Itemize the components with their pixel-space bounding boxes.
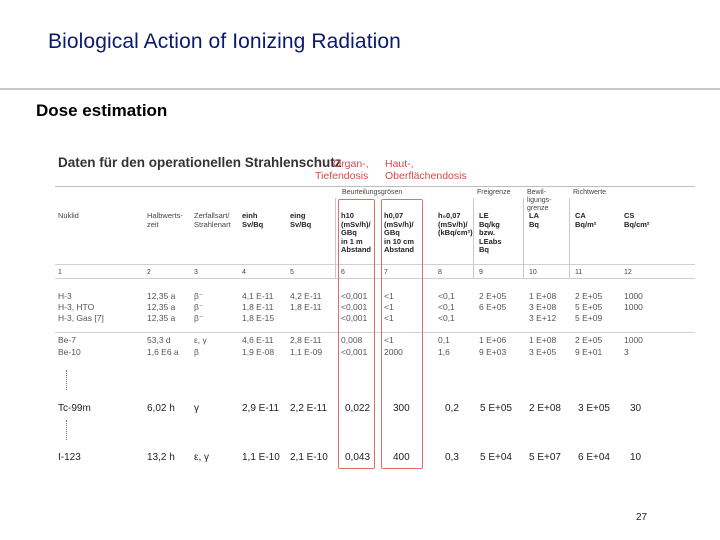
table-cell: 1000 xyxy=(624,335,643,345)
table-cell: 1,9 E-08 xyxy=(242,347,275,357)
table-cell: 1 E+08 xyxy=(529,335,557,345)
column-number: 4 xyxy=(242,269,246,276)
table-title: Daten für den operationellen Strahlenschutz xyxy=(58,155,342,170)
table-cell: 0,3 xyxy=(445,452,459,463)
column-number: 7 xyxy=(384,269,388,276)
column-header: CS Bq/cm² xyxy=(624,211,650,229)
table-rule-numbers xyxy=(55,278,695,279)
table-cell: 300 xyxy=(393,403,410,414)
column-header: h0,07 (mSv/h)/ GBq in 10 cm Abstand xyxy=(384,211,415,255)
table-cell: ε, γ xyxy=(194,452,210,463)
table-cell: 12,35 a xyxy=(147,291,176,301)
table-cell: 400 xyxy=(393,452,410,463)
table-cell: <0,001 xyxy=(341,302,368,312)
table-cell: 1,8 E-11 xyxy=(290,302,322,312)
table-cell: 3 E+05 xyxy=(578,403,610,414)
title-divider xyxy=(0,88,720,90)
annotation-haut: Haut-, xyxy=(385,158,414,170)
table-cell: 12,35 a xyxy=(147,302,176,312)
column-header: LA Bq xyxy=(529,211,539,229)
table-cell: 6 E+04 xyxy=(578,452,610,463)
table-cell: 0,043 xyxy=(345,452,371,463)
table-cell: β⁻ xyxy=(194,302,204,312)
table-cell: <0,001 xyxy=(341,313,368,323)
table-cell: 4,1 E-11 xyxy=(242,291,274,301)
column-number: 10 xyxy=(529,269,537,276)
table-cell: 4,6 E-11 xyxy=(242,335,274,345)
table-cell: <0,001 xyxy=(341,291,368,301)
table-cell: 2 E+05 xyxy=(479,291,507,301)
table-rule-group1 xyxy=(55,332,695,333)
column-number: 5 xyxy=(290,269,294,276)
table-cell: 1 E+06 xyxy=(479,335,507,345)
table-cell: <0,1 xyxy=(438,313,455,323)
table-rule-header xyxy=(55,264,695,265)
page-number: 27 xyxy=(636,512,648,523)
column-number: 8 xyxy=(438,269,442,276)
table-cell: 0,1 xyxy=(438,335,450,345)
annotation-oberflaechendosis: Oberflächendosis xyxy=(385,170,467,182)
table-cell: <0,1 xyxy=(438,302,455,312)
column-header: einh Sv/Bq xyxy=(242,211,264,229)
table-cell: 3 xyxy=(624,347,629,357)
table-cell: ε, γ xyxy=(194,335,207,345)
nuclide-name: Be-7 xyxy=(58,335,76,345)
table-cell: β⁻ xyxy=(194,313,204,323)
table-cell: 0,2 xyxy=(445,403,459,414)
table-cell: 4,2 E-11 xyxy=(290,291,322,301)
table-cell: 3 E+05 xyxy=(529,347,557,357)
column-divider xyxy=(473,198,474,278)
table-cell: 5 E+05 xyxy=(480,403,512,414)
column-number: 12 xyxy=(624,269,632,276)
table-cell: 2 E+08 xyxy=(529,403,561,414)
column-number: 1 xyxy=(58,269,62,276)
table-cell: <1 xyxy=(384,313,394,323)
nuclide-name: H-3, HTO xyxy=(58,302,95,312)
table-cell: 1,1 E-10 xyxy=(242,452,280,463)
nuclide-name: Be-10 xyxy=(58,347,81,357)
column-header: Zerfallsart/ Strahlenart xyxy=(194,211,231,229)
annotation-tiefendosis: Tiefendosis xyxy=(315,170,369,182)
column-header: Nuklid xyxy=(58,211,79,220)
group-label-freigrenze: Freigrenze xyxy=(477,189,511,196)
slide-subtitle: Dose estimation xyxy=(36,101,168,120)
table-cell: 2,2 E-11 xyxy=(290,403,328,414)
table-cell: 5 E+07 xyxy=(529,452,561,463)
table-cell: 2,8 E-11 xyxy=(290,335,322,345)
table-cell: 3 E+08 xyxy=(529,302,557,312)
scanned-radiation-table xyxy=(55,152,695,472)
group-label-beurteilung: Beurteilungsgrösen xyxy=(342,189,403,196)
column-divider xyxy=(523,198,524,278)
table-cell: 9 E+01 xyxy=(575,347,603,357)
table-cell: 1,1 E-09 xyxy=(290,347,323,357)
table-cell: 0,022 xyxy=(345,403,371,414)
table-cell: 3 E+12 xyxy=(529,313,557,323)
table-cell: 1000 xyxy=(624,291,643,301)
group-label-richtwerte: Richtwerte xyxy=(573,189,607,196)
table-cell: 1,6 xyxy=(438,347,450,357)
table-cell: 1000 xyxy=(624,302,643,312)
table-cell: <1 xyxy=(384,335,394,345)
slide-title: Biological Action of Ionizing Radiation xyxy=(48,30,401,53)
column-header: eing Sv/Bq xyxy=(290,211,312,229)
annotation-organ: Organ-, xyxy=(333,158,369,170)
table-cell: 0,008 xyxy=(341,335,363,345)
table-cell: 2,9 E-11 xyxy=(242,403,280,414)
table-cell: 13,2 h xyxy=(147,452,175,463)
table-cell: 1,6 E6 a xyxy=(147,347,179,357)
column-number: 6 xyxy=(341,269,345,276)
group-label-bewilligung: Bewil- ligungs- grenze xyxy=(527,189,552,212)
table-cell: 5 E+09 xyxy=(575,313,603,323)
table-cell: <1 xyxy=(384,291,394,301)
table-cell: 6 E+05 xyxy=(479,302,507,312)
column-number: 2 xyxy=(147,269,151,276)
column-header: LE Bq/kg bzw. LEabs Bq xyxy=(479,211,502,255)
table-cell: β⁻ xyxy=(194,291,204,301)
column-header: h10 (mSv/h)/ GBq in 1 m Abstand xyxy=(341,211,371,255)
table-cell: 10 xyxy=(630,452,642,463)
table-cell: 2 E+05 xyxy=(575,335,603,345)
column-header: Halbwerts- zeit xyxy=(147,211,183,229)
table-cell: 9 E+03 xyxy=(479,347,507,357)
table-cell: 2000 xyxy=(384,347,403,357)
column-number: 3 xyxy=(194,269,198,276)
column-divider xyxy=(569,198,570,278)
table-cell: <1 xyxy=(384,302,394,312)
column-number: 9 xyxy=(479,269,483,276)
table-cell: 2,1 E-10 xyxy=(290,452,328,463)
nuclide-name: H-3, Gas [7] xyxy=(58,313,104,323)
table-cell: 5 E+05 xyxy=(575,302,603,312)
row-gap-marker xyxy=(66,370,68,390)
nuclide-name: Tc-99m xyxy=(58,403,91,414)
table-cell: 1 E+08 xyxy=(529,291,557,301)
nuclide-name: H-3 xyxy=(58,291,72,301)
table-cell: 6,02 h xyxy=(147,403,175,414)
column-divider xyxy=(335,198,336,278)
column-header: h₀0,07 (mSv/h)/ (kBq/cm²) xyxy=(438,211,473,238)
table-cell: γ xyxy=(194,403,199,414)
table-cell: <0,001 xyxy=(341,347,368,357)
table-cell: <0,1 xyxy=(438,291,455,301)
table-cell: 5 E+04 xyxy=(480,452,512,463)
table-cell: 1,8 E-15 xyxy=(242,313,275,323)
table-cell: 1,8 E-11 xyxy=(242,302,274,312)
table-cell: 12,35 a xyxy=(147,313,176,323)
table-cell: 30 xyxy=(630,403,642,414)
table-cell: 2 E+05 xyxy=(575,291,603,301)
column-header: CA Bq/m² xyxy=(575,211,597,229)
table-cell: β xyxy=(194,347,199,357)
table-rule-top xyxy=(55,186,695,187)
column-number: 11 xyxy=(575,269,583,276)
nuclide-name: I-123 xyxy=(58,452,81,463)
row-gap-marker xyxy=(66,420,68,440)
table-cell: 53,3 d xyxy=(147,335,171,345)
